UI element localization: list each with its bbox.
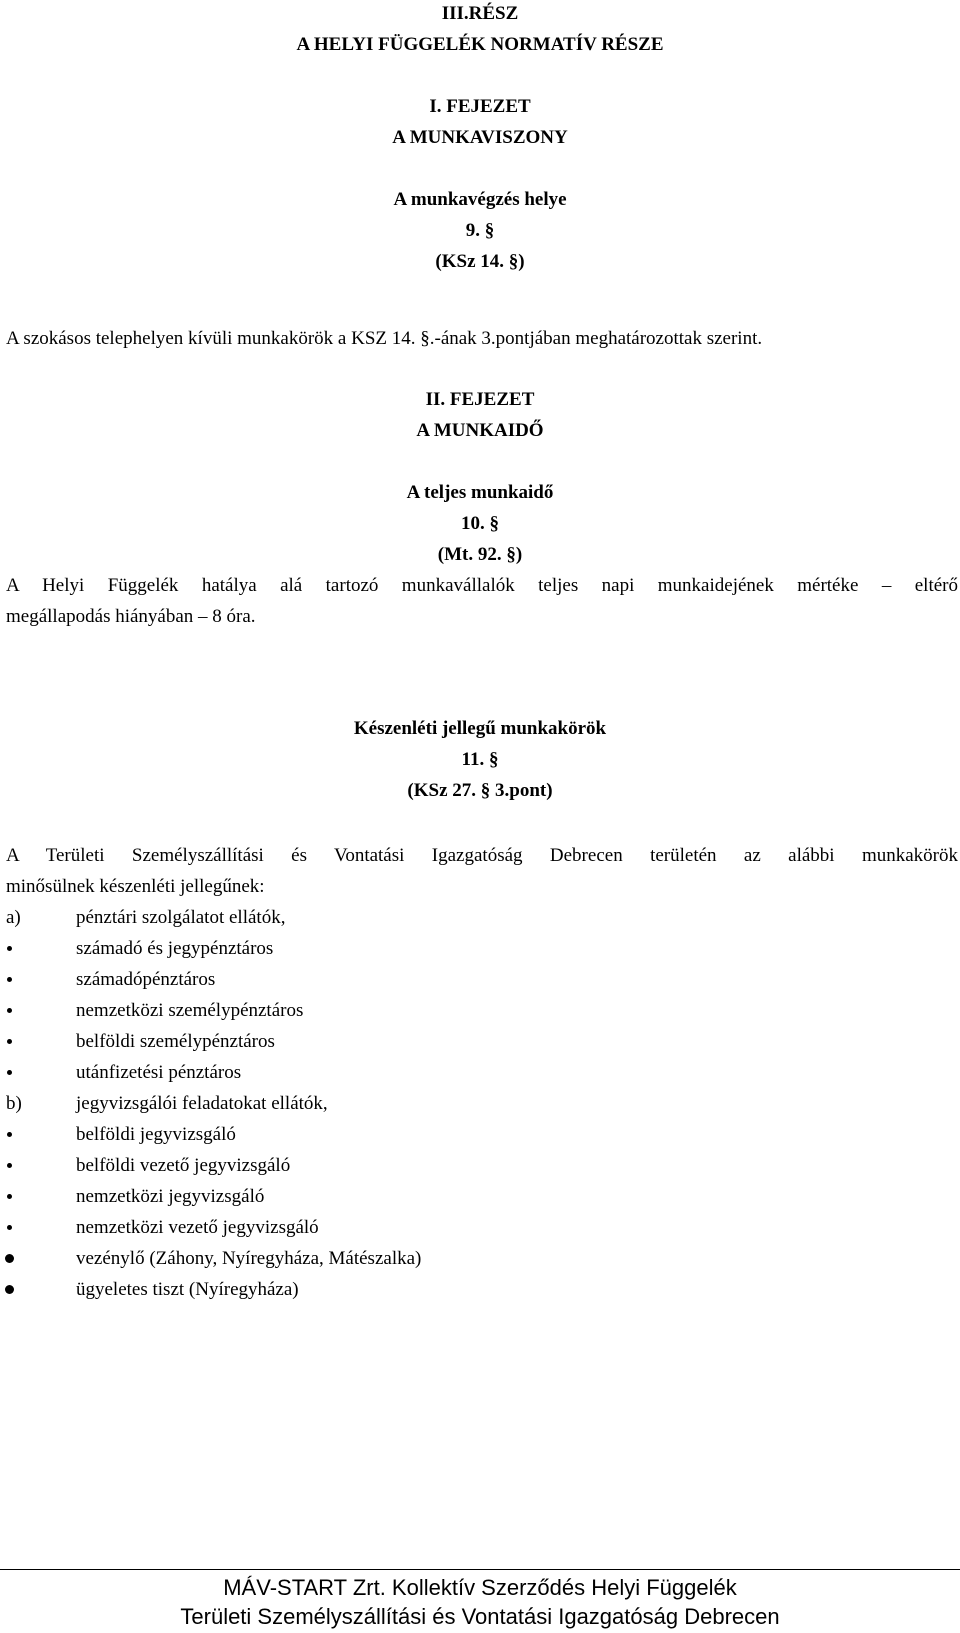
chapter2-body-line2: megállapodás hiányában – 8 óra.	[6, 606, 256, 627]
list-item-text: nemzetközi vezető jegyvizsgáló	[76, 1217, 319, 1238]
chapter1-number: I. FEJEZET	[429, 96, 531, 117]
standby-reference: (KSz 27. § 3.pont)	[407, 780, 553, 801]
group-b-label: b)	[6, 1093, 22, 1114]
list-item-text: belföldi személypénztáros	[76, 1031, 275, 1052]
list-item-text: nemzetközi személypénztáros	[76, 1000, 304, 1021]
chapter1-reference: (KSz 14. §)	[435, 251, 525, 272]
chapter2-body-line1: A Helyi Függelék hatálya alá tartozó munkavállalók teljes napi munkaidejének mértéke – eltérő	[6, 575, 958, 596]
chapter2-number: II. FEJEZET	[425, 389, 535, 410]
group-a-title: pénztári szolgálatot ellátók,	[76, 907, 286, 928]
list-item-text: vezénylő (Záhony, Nyíregyháza, Mátészalka)	[76, 1248, 422, 1269]
list-item-text: ügyeletes tiszt (Nyíregyháza)	[76, 1279, 299, 1300]
bullet-icon	[7, 1039, 12, 1044]
list-item-text: számadópénztáros	[76, 969, 216, 990]
chapter2-reference: (Mt. 92. §)	[437, 544, 523, 565]
chapter2-section-number: 10. §	[461, 513, 499, 534]
chapter1-section-number: 9. §	[465, 220, 495, 241]
list-item-text: nemzetközi jegyvizsgáló	[76, 1186, 265, 1207]
group-a-label: a)	[6, 907, 21, 928]
part-title: A HELYI FÜGGELÉK NORMATÍV RÉSZE	[296, 34, 664, 55]
bullet-icon	[5, 1254, 14, 1263]
list-item-text: utánfizetési pénztáros	[76, 1062, 242, 1083]
chapter1-section-title: A munkavégzés helye	[393, 189, 567, 210]
bullet-icon	[5, 1285, 14, 1294]
standby-section-number: 11. §	[461, 749, 499, 770]
standby-section-title: Készenléti jellegű munkakörök	[353, 718, 607, 739]
chapter1-title: A MUNKAVISZONY	[392, 127, 568, 148]
list-item-text: számadó és jegypénztáros	[76, 938, 274, 959]
chapter2-title: A MUNKAIDŐ	[416, 420, 544, 441]
footer-line1: MÁV-START Zrt. Kollektív Szerződés Helyi Függelék	[223, 1575, 737, 1600]
standby-intro-line1: A Területi Személyszállítási és Vontatási Igazgatóság Debrecen területén az alábbi munkakörök	[6, 845, 958, 866]
bullet-icon	[7, 977, 12, 982]
bullet-icon	[7, 1194, 12, 1199]
chapter1-body: A szokásos telephelyen kívüli munkakörök a KSZ 14. §.-ának 3.pontjában meghatározottak szerint.	[6, 328, 763, 349]
list-item-text: belföldi jegyvizsgáló	[76, 1124, 236, 1145]
group-b-title: jegyvizsgálói feladatokat ellátók,	[76, 1093, 328, 1114]
bullet-icon	[7, 1132, 12, 1137]
footer-divider	[0, 1569, 960, 1570]
bullet-icon	[7, 1008, 12, 1013]
standby-intro-line2: minősülnek készenléti jellegűnek:	[6, 876, 265, 897]
chapter2-section-title: A teljes munkaidő	[406, 482, 554, 503]
bullet-icon	[7, 1225, 12, 1230]
list-item-text: belföldi vezető jegyvizsgáló	[76, 1155, 291, 1176]
bullet-icon	[7, 1070, 12, 1075]
bullet-icon	[7, 946, 12, 951]
part-heading: III.RÉSZ	[441, 3, 519, 24]
footer-line2: Területi Személyszállítási és Vontatási Igazgatóság Debrecen	[180, 1604, 780, 1629]
bullet-icon	[7, 1163, 12, 1168]
